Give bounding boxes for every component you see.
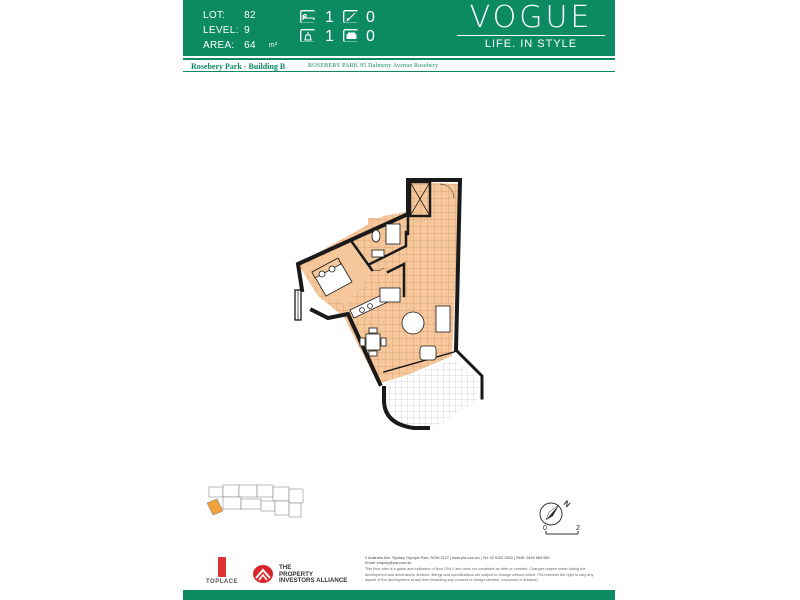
contact-line: 2 Australia Ave, Sydney Olympic Park, NSW 2127 | www.pia.com.au | Tel: 02 9152 2800 | SMS: 0449 669 583 [365, 556, 550, 560]
level-value: 9 [244, 25, 250, 36]
area-row [203, 38, 278, 53]
bathroom-count: 1 [325, 28, 334, 45]
header-band [183, 0, 615, 56]
area-unit: m² [268, 42, 278, 49]
bedroom-count: 1 [325, 9, 334, 26]
subheader-divider [183, 71, 615, 72]
toplace-logo [201, 557, 243, 585]
scale-end: 2 [576, 525, 580, 532]
window-left [295, 290, 301, 320]
lot-value: 82 [244, 10, 256, 21]
unit-stats [203, 8, 278, 53]
tpia-line3: INVESTORS ALLIANCE [279, 577, 348, 585]
tpia-mark-icon [253, 565, 273, 583]
study-icon [343, 10, 358, 23]
contact-block [365, 556, 605, 583]
svg-text:N: N [561, 498, 572, 510]
highlighted-unit [207, 499, 223, 515]
project-name: Rosebery Park - Building B [191, 62, 286, 71]
level-row [203, 23, 278, 38]
lot-label: LOT: [203, 10, 226, 21]
car-count: 0 [366, 28, 375, 45]
contact-email: Email: enquiry@pia.com.au [365, 561, 412, 566]
compass-icon [538, 496, 588, 541]
floor-plan-sheet [183, 0, 615, 600]
disclaimer: This floor plan is a guide and indicative of floor ONLY and does not constitute an offer or contract. Changes maybe made during the development and dimensions, finishes, fittings and specifications are subject to change without notice. PIA reserves the right to vary any aspect of the development at any time (including any consent or design element, inclusions or finishes). [365, 567, 594, 582]
vogue-logo: VOGUE [469, 0, 593, 35]
bath-icon [300, 29, 315, 42]
toplace-tower-icon [218, 557, 226, 577]
project-address: ROSEBERY PARK 95 Dalmeny Avenue Rosebery [308, 63, 439, 69]
area-value: 64 [244, 40, 256, 51]
car-icon [343, 29, 358, 42]
north-compass [538, 496, 588, 541]
tpia-line1: THE [279, 564, 292, 571]
building-key-plan [203, 481, 313, 521]
apartment-floor-plan [288, 178, 488, 433]
study-count: 0 [366, 9, 375, 26]
bed-icon [300, 10, 315, 23]
area-label: AREA: [203, 40, 235, 51]
level-label: LEVEL: [203, 25, 239, 36]
toplace-text: TOPLACE [205, 579, 239, 585]
footer-band [183, 590, 615, 600]
tpia-text [279, 565, 347, 585]
scale-start: 0 [543, 525, 547, 532]
lot-row [203, 8, 278, 23]
brand-rule [457, 35, 605, 36]
vogue-brand [451, 2, 611, 50]
tpia-line2: PROPERTY [279, 570, 314, 578]
brand-tagline: LIFE. IN STYLE [484, 38, 578, 50]
header-divider [183, 58, 615, 60]
